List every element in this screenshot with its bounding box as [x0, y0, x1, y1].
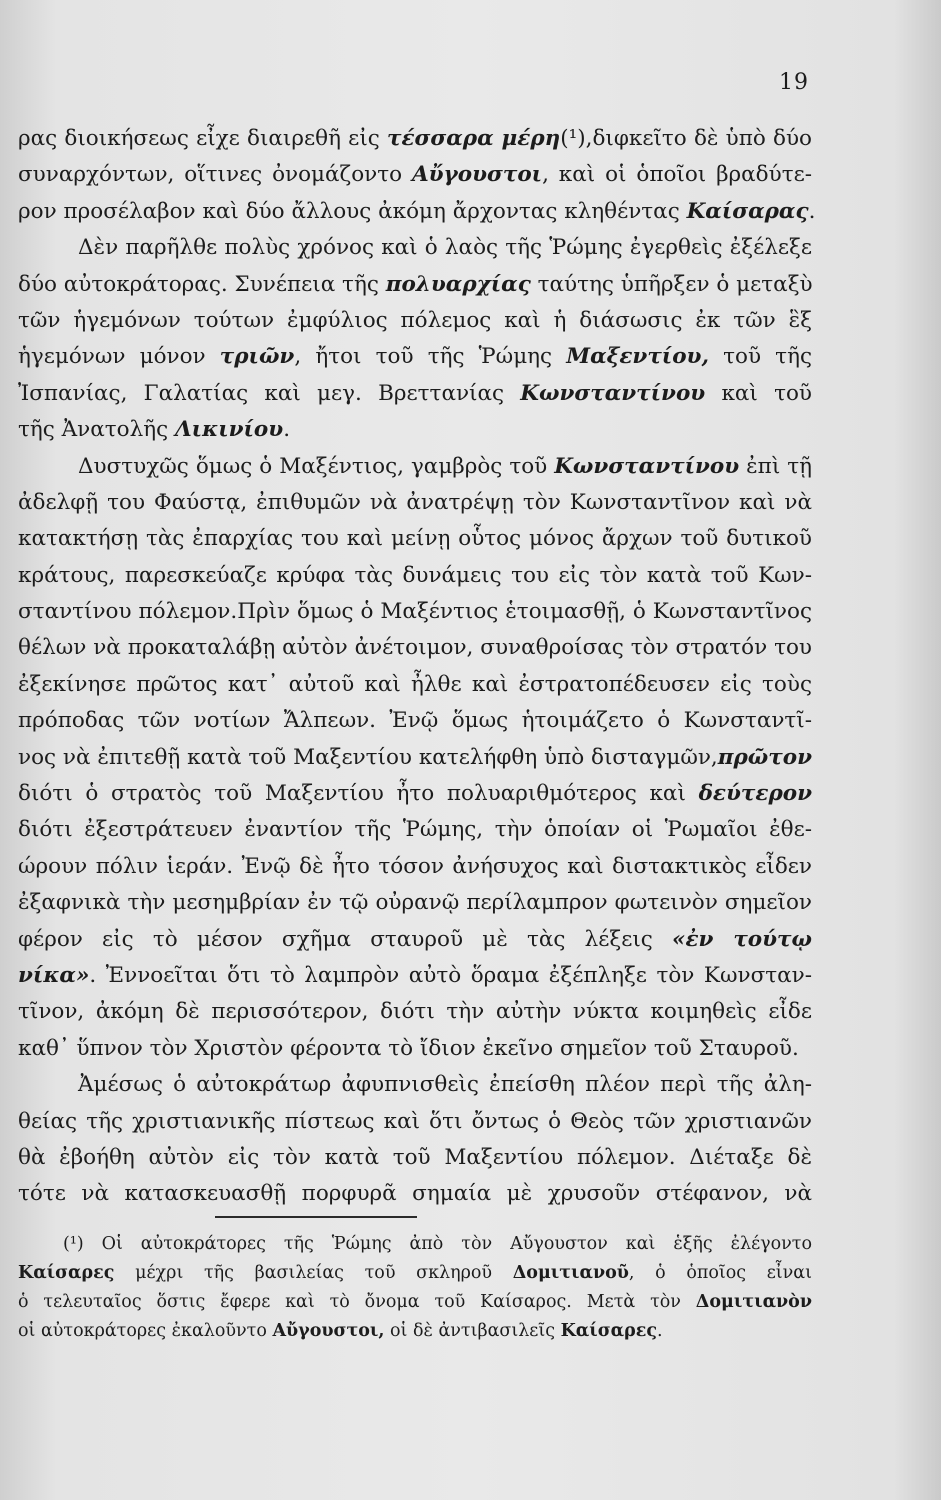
- text-line: νος νὰ ἐπιτεθῇ κατὰ τοῦ Μαξεντίου κατελήφθη ὑπὸ δισταγμῶν,πρῶτον: [18, 744, 812, 770]
- text-line: Δὲν παρῆλθε πολὺς χρόνος καὶ ὁ λαὸς τῆς Ῥώμης ἐγερθεὶς ἐξέλεξε: [78, 235, 812, 261]
- text-line: Δυστυχῶς ὅμως ὁ Μαξέντιος, γαμβρὸς τοῦ Κωνσταντίνου ἐπὶ τῇ: [78, 453, 813, 479]
- text-line: τῖνον, ἀκόμη δὲ περισσότερον, διότι τὴν αὐτὴν νύκτα κοιμηθεὶς εἶδε: [18, 999, 812, 1025]
- text-line: κράτους, παρεσκεύαζε κρύφα τὰς δυνάμεις του εἰς τὸν κατὰ τοῦ Κων-: [18, 562, 812, 588]
- text-line: νίκα». Ἐννοεῖται ὅτι τὸ λαμπρὸν αὐτὸ ὅραμα ἐξέπληξε τὸν Κωνσταν-: [18, 962, 812, 988]
- text-line: θέλων νὰ προκαταλάβῃ αὐτὸν ἀνέτοιμον, συναθροίσας τὸν στρατόν του: [18, 635, 812, 661]
- text-line: δύο αὐτοκράτορας. Συνέπεια τῆς πολυαρχίας ταύτης ὑπῆρξεν ὁ μεταξὺ: [18, 271, 813, 297]
- text-line: τῶν ἡγεμόνων τούτων ἐμφύλιος πόλεμος καὶ ἡ διάσωσις ἐκ τῶν ἓξ: [18, 307, 812, 333]
- main-text: [18, 121, 816, 1213]
- text-line: θὰ ἐβοήθη αὐτὸν εἰς τὸν κατὰ τοῦ Μαξεντίου πόλεμον. Διέταξε δὲ: [18, 1144, 812, 1170]
- text-line: τῆς Ἀνατολῆς Λικινίου.: [18, 417, 291, 443]
- text-line: πρόποδας τῶν νοτίων Ἄλπεων. Ἐνῷ ὅμως ἡτοιμάζετο ὁ Κωνσταντῖ-: [18, 708, 812, 734]
- text-line: Ἀμέσως ὁ αὐτοκράτωρ ἀφυπνισθεὶς ἐπείσθη πλέον περὶ τῆς ἀλη-: [78, 1072, 812, 1098]
- footnote-line: οἱ αὐτοκράτορες ἐκαλοῦντο Αὔγουστοι, οἱ δὲ ἀντιβασιλεῖς Καίσαρες.: [18, 1321, 663, 1341]
- text-line: διότι ἐξεστράτευεν ἐναντίον τῆς Ῥώμης, τὴν ὁποίαν οἱ Ῥωμαῖοι ἐθε-: [18, 817, 812, 843]
- text-line: θείας τῆς χριστιανικῆς πίστεως καὶ ὅτι ὄντως ὁ Θεὸς τῶν χριστιανῶν: [18, 1108, 812, 1134]
- text-line: συναρχόντων, οἵτινες ὀνομάζοντο Αὔγουστοι, καὶ οἱ ὁποῖοι βραδύτε-: [18, 162, 812, 188]
- text-line: ρας διοικήσεως εἶχε διαιρεθῆ εἰς τέσσαρα μέρη(¹),διφκεῖτο δὲ ὑπὸ δύο: [18, 126, 812, 151]
- text-line: Ἰσπανίας, Γαλατίας καὶ μεγ. Βρεττανίας Κωνσταντίνου καὶ τοῦ: [18, 380, 813, 406]
- text-line: ἡγεμόνων μόνον τριῶν, ἤτοι τοῦ τῆς Ῥώμης Μαξεντίου, τοῦ τῆς: [18, 344, 812, 370]
- footnote-line: Καίσαρες μέχρι τῆς βασιλείας τοῦ σκληροῦ Δομιτιανοῦ, ὁ ὁποῖος εἶναι: [18, 1263, 812, 1283]
- text-line: ἀδελφῇ του Φαύστᾳ, ἐπιθυμῶν νὰ ἀνατρέψῃ τὸν Κωνσταντῖνον καὶ νὰ: [18, 489, 812, 515]
- text-line: τότε νὰ κατασκευασθῇ πορφυρᾶ σημαία μὲ χρυσοῦν στέφανον, νὰ: [18, 1181, 812, 1207]
- footnote-line: (¹) Οἱ αὐτοκράτορες τῆς Ῥώμης ἀπὸ τὸν Αὔγουστον καὶ ἑξῆς ἐλέγοντο: [63, 1234, 812, 1254]
- text-line: ἐξαφνικὰ τὴν μεσημβρίαν ἐν τῷ οὐρανῷ περίλαμπρον φωτεινὸν σημεῖον: [18, 890, 812, 916]
- text-line: ἐξεκίνησε πρῶτος κατ᾿ αὐτοῦ καὶ ἦλθε καὶ ἐστρατοπέδευσεν εἰς τοὺς: [18, 671, 812, 697]
- footnote-line: ὁ τελευταῖος ὅστις ἔφερε καὶ τὸ ὄνομα τοῦ Καίσαρος. Μετὰ τὸν Δομιτιανὸν: [18, 1292, 812, 1312]
- text-line: σταντίνου πόλεμον.Πρὶν ὅμως ὁ Μαξέντιος ἑτοιμασθῇ, ὁ Κωνσταντῖνος: [18, 599, 812, 625]
- text-line: φέρον εἰς τὸ μέσον σχῆμα σταυροῦ μὲ τὰς λέξεις «ἐν τούτῳ: [18, 926, 812, 952]
- text-line: διότι ὁ στρατὸς τοῦ Μαξεντίου ἦτο πολυαριθμότερος καὶ δεύτερον: [18, 781, 812, 807]
- footnotes: [18, 1230, 812, 1346]
- footnote-divider: [215, 1216, 417, 1218]
- text-line: ρον προσέλαβον καὶ δύο ἄλλους ἀκόμη ἄρχοντας κληθέντας Καίσαρας.: [18, 198, 816, 224]
- text-line: κατακτήσῃ τὰς ἐπαρχίας του καὶ μείνῃ οὗτος μόνος ἄρχων τοῦ δυτικοῦ: [18, 526, 812, 552]
- text-line: ώρουν πόλιν ἱεράν. Ἐνῷ δὲ ἦτο τόσον ἀνήσυχος καὶ διστακτικὸς εἶδεν: [18, 853, 812, 879]
- page-number: 19: [779, 70, 809, 95]
- text-line: καθ᾿ ὕπνον τὸν Χριστὸν φέροντα τὸ ἴδιον ἐκεῖνο σημεῖον τοῦ Σταυροῦ.: [18, 1035, 799, 1061]
